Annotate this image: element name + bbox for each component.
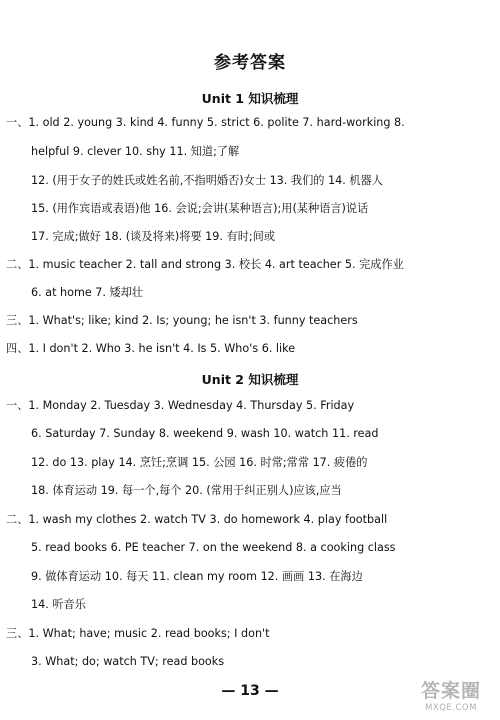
unit-1-line-5: 17. 完成;做好 18. (谈及将来)将要 19. 有时;间或 [31, 230, 276, 243]
unit-2-line-6: 5. read books 6. PE teacher 7. on the weekend 8. a cooking class [31, 541, 396, 554]
unit-1-line-6: 二、1. music teacher 2. tall and strong 3. 校长 4. art teacher 5. 完成作业 [6, 258, 404, 271]
watermark-bottom: MXQE.COM [425, 703, 477, 713]
watermark-top: 答案圈 [420, 680, 481, 702]
page-number: — 13 — [221, 683, 279, 699]
unit-2-line-4: 18. 体育运动 19. 每一个,每个 20. (常用于纠正别人)应该,应当 [31, 484, 342, 497]
unit-2-line-8: 14. 听音乐 [31, 598, 86, 611]
unit-2-line-7: 9. 做体育运动 10. 每天 11. clean my room 12. 画画 13. 在海边 [31, 570, 363, 583]
unit-2-line-5: 二、1. wash my clothes 2. watch TV 3. do homework 4. play football [6, 513, 388, 526]
unit-1-line-2: helpful 9. clever 10. shy 11. 知道;了解 [31, 145, 240, 158]
unit-2-line-2: 6. Saturday 7. Sunday 8. weekend 9. wash 10. watch 11. read [31, 427, 379, 440]
unit-2-line-10: 3. What; do; watch TV; read books [31, 655, 225, 668]
unit-1-line-8: 三、1. What's; like; kind 2. Is; young; he isn't 3. funny teachers [6, 314, 358, 327]
watermark-logo [406, 676, 496, 716]
unit-1-line-4: 15. (用作宾语或表语)他 16. 会说;会讲(某种语言);用(某种语言)说话 [31, 202, 369, 215]
unit-1-line-3: 12. (用于女子的姓氏或姓名前,不指明婚否)女士 13. 我们的 14. 机器人 [31, 174, 383, 187]
unit-1-heading: Unit 1 知识梳理 [201, 91, 299, 106]
unit-2-heading: Unit 2 知识梳理 [201, 372, 299, 387]
unit-1-line-1: 一、1. old 2. young 3. kind 4. funny 5. strict 6. polite 7. hard-working 8. [6, 116, 405, 129]
unit-1-line-9: 四、1. I don't 2. Who 3. he isn't 4. Is 5. Who's 6. like [6, 342, 296, 355]
page-title: 参考答案 [214, 53, 286, 73]
unit-2-line-1: 一、1. Monday 2. Tuesday 3. Wednesday 4. Thursday 5. Friday [6, 399, 355, 412]
unit-1-line-7: 6. at home 7. 矮却壮 [31, 286, 144, 299]
unit-2-line-9: 三、1. What; have; music 2. read books; I don't [6, 627, 270, 640]
unit-2-line-3: 12. do 13. play 14. 烹饪;烹调 15. 公园 16. 时常;常常 17. 疲倦的 [31, 456, 368, 469]
